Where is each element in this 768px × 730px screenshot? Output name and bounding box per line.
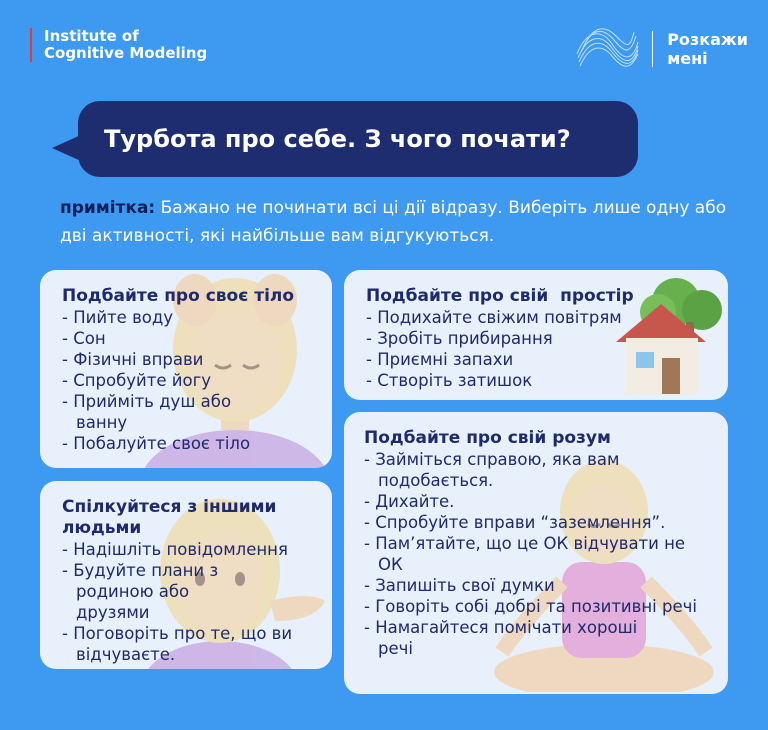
title-bubble xyxy=(78,101,638,177)
institute-logo xyxy=(30,28,207,62)
card-space-list xyxy=(366,307,728,391)
card-body-list xyxy=(62,307,332,454)
list-item: - Пам’ятайте, що це ОК відчувати не ОК xyxy=(364,533,709,575)
brand-divider xyxy=(652,31,653,67)
list-item: - Намагайтеся помічати хороші речі xyxy=(364,617,664,659)
institute-name-line2: Cognitive Modeling xyxy=(44,44,208,62)
brand-name-line2: мені xyxy=(667,49,708,68)
brand-block xyxy=(572,24,748,74)
card-social-list xyxy=(62,539,332,665)
list-item: - Спробуйте вправи “заземлення”. xyxy=(364,512,709,533)
list-item: - Спробуйте йогу xyxy=(62,370,332,391)
list-item: - Надішліть повідомлення xyxy=(62,539,332,560)
page-title: Турбота про себе. З чого почати? xyxy=(104,125,571,153)
list-item: - Говоріть собі добрі та позитивні речі xyxy=(364,596,704,617)
note-text: Бажано не починати всі ці дії відразу. Виберіть лише одну або дві активності, які найбільше вам відгукуються. xyxy=(60,198,727,246)
brand-name-line1: Розкажи xyxy=(667,30,748,49)
card-social-heading: Спілкуйтеся з іншими людьми xyxy=(62,497,277,538)
list-item: - Прийміть душ або ванну xyxy=(62,391,262,433)
list-item: - Приємні запахи xyxy=(366,349,728,370)
card-body-care xyxy=(40,270,332,468)
list-item: - Фізичні вправи xyxy=(62,349,332,370)
card-mind-heading: Подбайте про свій розум xyxy=(364,428,611,448)
list-item: - Пийте воду xyxy=(62,307,332,328)
institute-name-line1: Institute of xyxy=(44,27,139,45)
card-space xyxy=(344,270,728,400)
brain-wave-logo xyxy=(572,24,642,74)
list-item: - Дихайте. xyxy=(364,491,709,512)
list-item: - Запишіть свої думки xyxy=(364,575,709,596)
list-item: - Побалуйте своє тіло xyxy=(62,433,332,454)
card-space-heading: Подбайте про свій простір xyxy=(366,286,634,306)
list-item: - Будуйте плани з родиною або друзями xyxy=(62,560,262,623)
brand-name xyxy=(667,30,748,68)
list-item: - Створіть затишок xyxy=(366,370,728,391)
note-label: примітка: xyxy=(60,198,156,218)
list-item: - Подихайте свіжим повітрям xyxy=(366,307,728,328)
list-item: - Поговоріть про те, що ви відчуваєте. xyxy=(62,623,322,665)
list-item: - Сон xyxy=(62,328,332,349)
list-item: - Зробіть прибирання xyxy=(366,328,728,349)
card-social xyxy=(40,481,332,669)
card-mind xyxy=(344,412,728,694)
list-item: - Займіться справою, яка вам подобається. xyxy=(364,449,654,491)
card-body-heading: Подбайте про своє тіло xyxy=(62,286,295,306)
note xyxy=(60,194,730,250)
card-mind-list xyxy=(364,449,709,659)
